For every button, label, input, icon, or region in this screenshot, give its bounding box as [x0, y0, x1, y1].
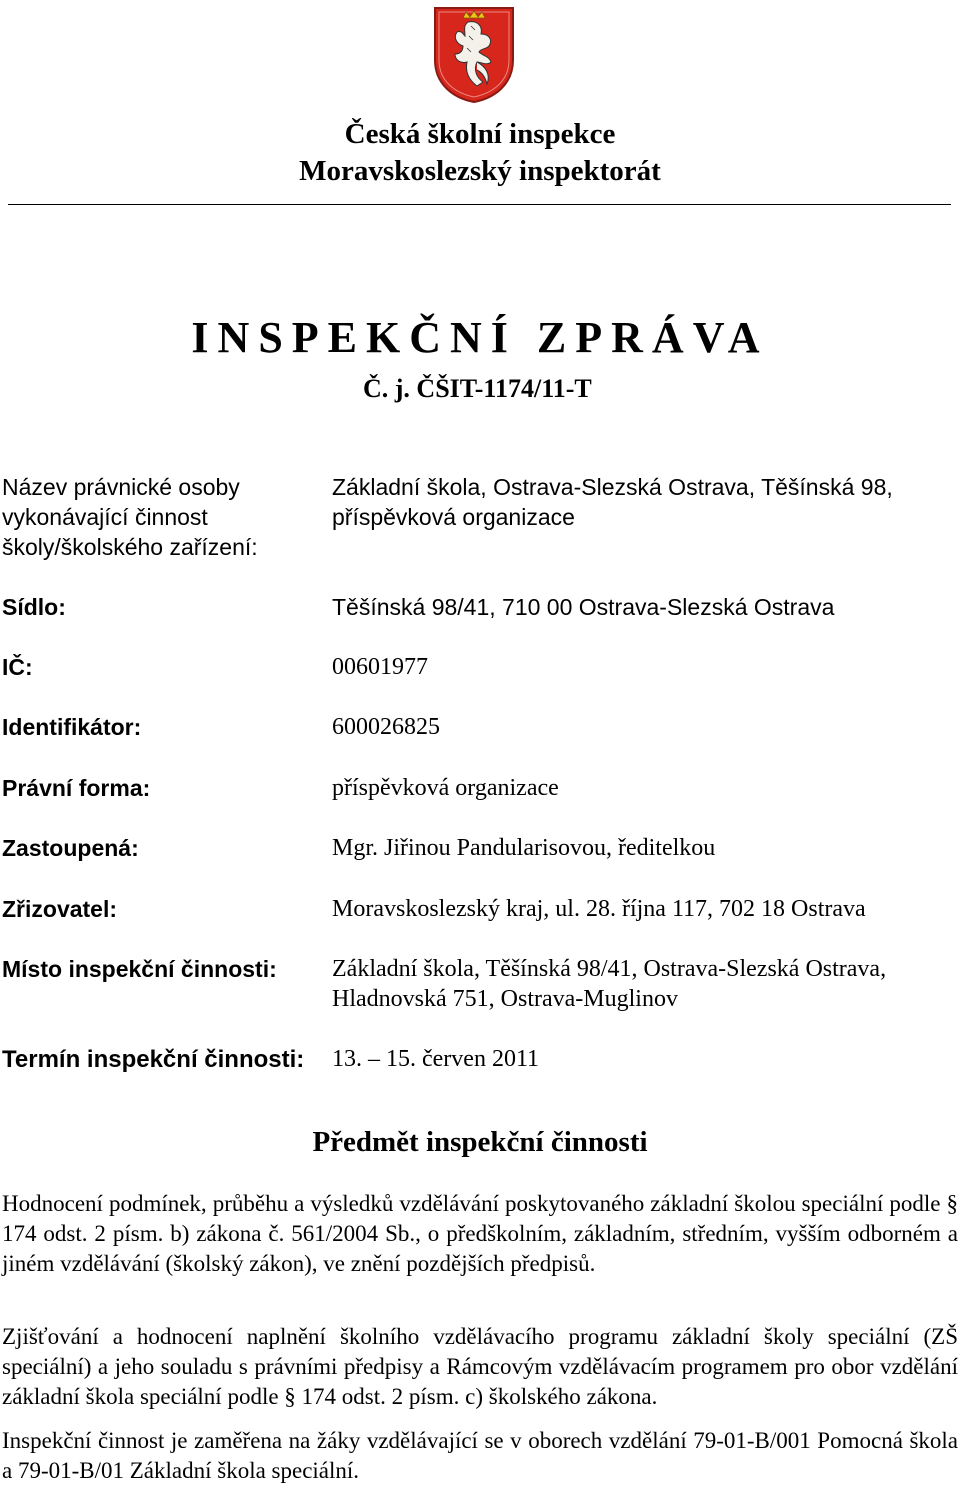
- identifier-value: 600026825: [332, 714, 440, 740]
- ic-value: 00601977: [332, 654, 428, 680]
- reference-number: Č. j. ČŠIT-1174/11-T: [363, 374, 592, 403]
- subject-paragraph-3: Inspekční činnost je zaměřena na žáky vzdělávající se v oborech vzdělání 79-01-B/001 Pomocná škola a 79-01-B/01 Základní škola speciální.: [2, 1428, 958, 1483]
- header-divider: [8, 204, 951, 205]
- coat-of-arms-icon: [433, 6, 515, 104]
- place-label: Místo inspekční činnosti:: [2, 956, 277, 982]
- name-label-1: Název právnické osoby: [2, 474, 240, 500]
- founder-value: Moravskoslezský kraj, ul. 28. října 117, 702 18 Ostrava: [332, 896, 866, 922]
- founder-label: Zřizovatel:: [2, 896, 118, 922]
- seat-label: Sídlo:: [2, 594, 66, 620]
- place-value-1: Základní škola, Těšínská 98/41, Ostrava-Slezská Ostrava,: [332, 956, 887, 982]
- name-label-2: vykonávající činnost: [2, 504, 208, 530]
- identifier-label: Identifikátor:: [2, 714, 142, 740]
- term-label: Termín inspekční činnosti:: [2, 1046, 305, 1073]
- org-unit: Moravskoslezský inspektorát: [299, 155, 661, 187]
- subject-heading: Předmět inspekční činnosti: [312, 1126, 648, 1158]
- report-title: INSPEKČNÍ ZPRÁVA: [191, 313, 769, 362]
- legal-form-label: Právní forma:: [2, 775, 151, 801]
- subject-paragraph-2: Zjišťování a hodnocení naplnění školního vzdělávacího programu základní školy speciální (ZŠ speciální) a jeho souladu s právními předpisy a Rámcovým vzdělávacím programem pro obor vzdělání základní škola speciální podle § 174 odst. 2 písm. c) školského zákona.: [2, 1324, 958, 1409]
- legal-form-value: příspěvková organizace: [332, 775, 559, 801]
- name-value-1: Základní škola, Ostrava-Slezská Ostrava, Těšínská 98,: [332, 474, 893, 500]
- representative-value: Mgr. Jiřinou Pandularisovou, ředitelkou: [332, 835, 716, 861]
- representative-label: Zastoupená:: [2, 835, 139, 861]
- name-label-3: školy/školského zařízení:: [2, 534, 258, 560]
- ic-label: IČ:: [2, 654, 33, 680]
- place-value-2: Hladnovská 751, Ostrava-Muglinov: [332, 986, 678, 1012]
- org-name: Česká školní inspekce: [344, 118, 616, 150]
- term-value: 13. – 15. červen 2011: [332, 1046, 540, 1072]
- seat-value: Těšínská 98/41, 710 00 Ostrava-Slezská Ostrava: [332, 594, 835, 620]
- subject-paragraph-1: Hodnocení podmínek, průběhu a výsledků vzdělávání poskytovaného základní školou speciální podle § 174 odst. 2 písm. b) zákona č. 561/2004 Sb., o předškolním, základním, středním, vyšším odborném a jiném vzdělávání (školský zákon), ve znění pozdějších předpisů.: [2, 1191, 958, 1276]
- name-value-2: příspěvková organizace: [332, 504, 575, 530]
